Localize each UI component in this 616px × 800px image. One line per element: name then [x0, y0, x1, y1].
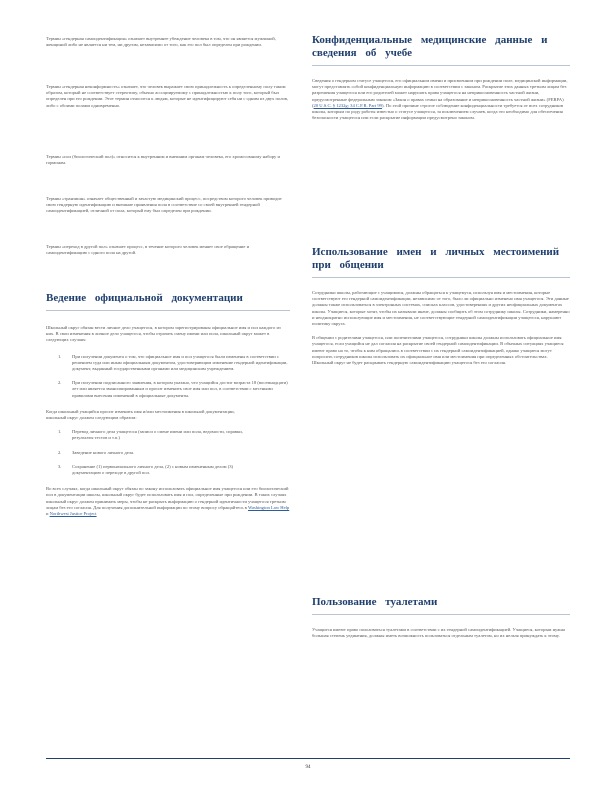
term-text: Термин «переход в другой пол» означает процесс, в течение которого человек меняет свое обращение и самоидентификацию с одного пола на другой.: [46, 244, 250, 256]
section-toilets: [312, 596, 570, 639]
names-body-1: Сотрудники школы, работающие с учащимися, должны обращаться к учащемуся, используя имя и местоимения, которые соответствуют его гендерной самоидентификации, независимо от того, было ли официально изменено имя учащегося. Эти данные должны также использоваться в электронных системах, списках классов, удостоверениях и других неофициальных документах школы. Учащиеся, которые хотят, чтобы их называли иначе, должны сообщить об этом сотруднику школы. Сотрудники, намеренно и неоднократно использующие имя и местоимения, не соответствующие гендерной самоидентификации учащегося, нарушают политику округа.: [312, 290, 570, 327]
docs-mid: Когда школьный учащийся просит изменить имя и/или местоимения в школьной документации, школьный округ должен следующим образом:: [46, 408, 235, 421]
list-item: [46, 380, 290, 399]
docs-list-1: [46, 354, 290, 399]
term-text: Термин «гендерная самоидентификация» означает внутреннее убеждение человека в том, что он является мужчиной, женщиной либо не является ни тем, ни другим, независимо от того, как его пол был определен при рождении.: [46, 36, 276, 48]
list-item: [46, 450, 290, 456]
term-gender-nonconformity: [46, 84, 290, 109]
conf-body-text-1: Сведения о гендерном статусе учащегося, его официальном имени и присвоенном при рождении поле, медицинской информации, могут представлять собой конфиденциальную информацию в соответствии с законом. Раскрытие этих данных третьим лицам без разрешения учащегося или его родителей может нарушать права учащегося на неприкосновенность частной жизни, предусмотренные федеральным законом «Закон о правах семьи на образование и неприкосновенность частной жизни» (FERPA) (: [312, 78, 568, 108]
conjunction: и: [46, 511, 49, 517]
section-title: Пользование туалетами: [312, 596, 570, 615]
docs-outro-text: Во всех случаях, когда школьный округ обязан по закону использовать официальное имя учащегося или его биологический пол в документации школы, школьный округ будет использовать имя и пол, определенные при рождении. В таких случаях школьный округ должен принимать меры, чтобы не раскрыть информацию о гендерной идентичности учащегося третьим лицам без его согласия. Для получения дополнительной информации по этому вопросу обращайтесь в: [46, 486, 289, 510]
conf-body-text-2: ). По этой причине строгое соблюдение конфиденциальности требуется от всех сотрудников школы, которым по роду работы известно о статусе учащегося, за исключением случаев, когда это необходимо для обеспечения безопасности учащегося или если раскрытие информации предусмотрено законом.: [312, 102, 564, 121]
list-item-text: При получении документа о том, что официальное имя и пол учащегося были изменены в соответствии с решением суда или иным официальным документом, удостоверяющим изменение гендерной идентификации, документ, выданный государственными органами или медицинским учреждением.: [72, 353, 288, 372]
term-gender-identity: [46, 36, 290, 48]
term-biological-sex: [46, 154, 290, 166]
term-text: Термин «пол (биологический пол)» относится к внутренним и внешним органам человека, его хромосомному набору и гормонам.: [46, 154, 280, 166]
section-names-pronouns: [312, 246, 570, 366]
list-item-text: Перевод личного дела учащегося (записи о смене имени или пола, ведомости, справки, результаты тестов и т.п.): [72, 429, 243, 441]
conf-body: [312, 78, 570, 121]
page-number: 94: [305, 765, 311, 770]
toilets-body: Учащиеся имеют право пользоваться туалетами в соответствии с их гендерной самоидентификацией. Учащиеся, которым нужна большая степень уединения, должны иметь возможность пользоваться отдельным туалетом, но их нельзя принуждать к этому.: [312, 627, 565, 639]
list-item-text: При получении подписанного заявления, в котором указано, что учащийся достиг возраста 18 (восемнадцати) лет или является эмансипированным и просит изменить свое имя или пол, в соответствии с местными правилами внесения изменений в официальные документы.: [72, 380, 288, 398]
section-official-docs: [46, 292, 290, 517]
docs-outro: [46, 486, 290, 517]
footer-divider: [46, 758, 570, 759]
list-number: 2.: [58, 380, 62, 386]
list-item: [46, 354, 290, 373]
names-body-2: В общении с родителями учащегося, или попечителями учащегося, сотрудники школы должны использовать официальное имя учащегося, если учащийся не дал согласия на раскрытие своей гендерной самоидентификации. В обычных ситуациях учащиеся имеют право на то, чтобы к ним обращались в соответствии с их гендерной самоидентификацией, однако учащиеся могут попросить сотрудников школы использовать их официальное имя или местоимения при определенных обстоятельствах. Школьный округ не будет раскрывать гендерную самоидентификацию учащегося без его согласия.: [312, 335, 564, 366]
docs-intro: Школьный округ обязан вести личное дело учащегося, в котором зарегистрированы официальное имя и пол каждого из них. В свои изменения в личное дело учащегося, чтобы отразить смену имени или пола, школьный округ может в следующих случаях:: [46, 325, 281, 343]
link-ferpa-citation[interactable]: 20 U.S.C. § 1232g; 34 C.F.R. Part 99: [313, 102, 382, 108]
term-transition: [46, 196, 290, 215]
link-washington-law-help[interactable]: Washington Law Help: [248, 504, 290, 510]
list-number: 1.: [58, 353, 62, 359]
section-title: Ведение официальной документации: [46, 292, 290, 311]
docs-list-2: [46, 429, 290, 476]
term-text: Термин «транзишн» означает общественный и зачастую медицинский процесс, посредством которого человек приводит свою гендерную идентификацию и внешние проявления пола в соответствие со своей внутренней гендерной самоидентификацией, отличной от пола, который ему был определен при рождении.: [46, 196, 282, 214]
list-item-text: Сохранение (1) первоначального личного дела, (2) с новым измененным делом (3) документацию о переходе в другой пол.: [72, 463, 234, 476]
list-number: 1.: [58, 429, 62, 435]
list-item: [46, 464, 252, 476]
section-title: Использование имен и личных местоимений при общении: [312, 246, 570, 278]
list-number: 2.: [58, 449, 62, 455]
section-confidential: [312, 34, 570, 121]
section-title: Конфиденциальные медицинские данные и сведения об учебе: [312, 34, 570, 66]
list-number: 3.: [58, 463, 62, 469]
list-item: [46, 429, 252, 441]
term-gender-change: [46, 244, 290, 256]
term-text: Термин «гендерная неконформность» означает, что человек выражает свою принадлежность к определенному полу таким образом, который не соответствует стереотипу, обычно ассоциируемому с принадлежностью к полу того, который был определен при его рождении. Этот термин относится к людям, которые не идентифицируют себя ни с одним из двух полов, либо с обоими полами одновременно.: [46, 84, 289, 108]
link-northwest-justice-project[interactable]: Northwest Justice Project: [49, 511, 97, 517]
list-item-text: Заведение нового личного дела.: [72, 449, 135, 455]
